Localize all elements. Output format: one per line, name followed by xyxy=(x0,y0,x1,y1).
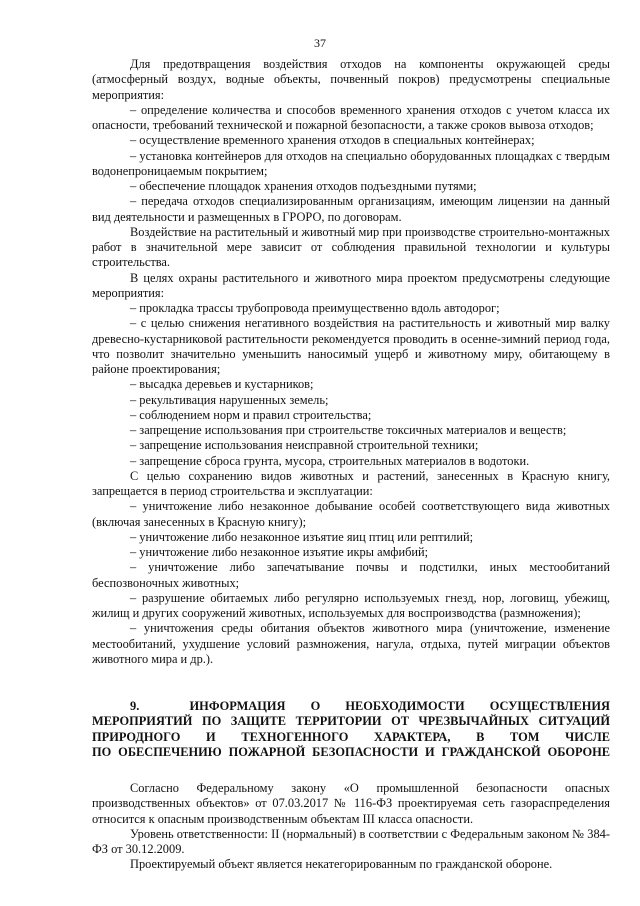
list-item: – с целью снижения негативного воздействия на растительность и животный мир валку древесно-кустарниковой растительности рекомендуется проводить в осенне-зимний период года, что позволит значительно уменьшить наносимый ущерб и животному миру, обитающему в районе проектирования; xyxy=(92,316,610,376)
list-item: – разрушение обитаемых либо регулярно используемых гнезд, нор, логовищ, убежищ, жилищ и других сооружений животных, используемых для воспроизводства (размножения); xyxy=(92,590,610,620)
list-item: – установка контейнеров для отходов на специально оборудованных площадках с твердым водонепроницаемым покрытием; xyxy=(92,148,610,178)
paragraph: В целях охраны растительного и животного мира проектом предусмотрены следующие мероприятия: xyxy=(92,270,610,300)
list-item: – уничтожение либо незаконное изъятие яиц птиц или рептилий; xyxy=(130,529,474,544)
list-item: – определение количества и способов временного хранения отходов с учетом класса их опасности, требований технической и пожарной безопасности, а также сроков вывоза отходов; xyxy=(92,102,610,132)
paragraph: Воздействие на растительный и животный мир при производстве строительно-монтажных работ в значительной мере зависит от соблюдения правильной технологии и культуры строительства. xyxy=(92,224,610,270)
page-number: 37 xyxy=(314,36,326,50)
paragraph: Уровень ответственности: II (нормальный) в соответствии с Федеральным законом № 384-ФЗ от 30.12.2009. xyxy=(92,826,610,856)
list-item: – передача отходов специализированным организациям, имеющим лицензии на данный вид деятельности и размещенных в ГРОРО, по договорам. xyxy=(92,194,610,224)
page-content xyxy=(92,57,610,873)
list-item: – запрещение использования неисправной строительной техники; xyxy=(130,438,479,453)
heading-line: ПРИРОДНОГО И ТЕХНОГЕННОГО ХАРАКТЕРА, В ТОМ ЧИСЛЕ xyxy=(92,729,610,744)
list-item: – осуществление временного хранения отходов в специальных контейнерах; xyxy=(130,133,535,148)
list-item: – соблюдением норм и правил строительства; xyxy=(130,407,372,422)
heading-line: 9. ИНФОРМАЦИЯ О НЕОБХОДИМОСТИ ОСУЩЕСТВЛЕНИЯ xyxy=(130,699,610,713)
list-item: – рекультивация нарушенных земель; xyxy=(130,392,329,407)
list-item: – уничтожение либо незаконное добывание особей соответствующего вида животных (включая занесенных в Красную книгу); xyxy=(92,499,610,529)
list-item: – обеспечение площадок хранения отходов подъездными путями; xyxy=(130,179,477,193)
paragraph: Для предотвращения воздействия отходов на компоненты окружающей среды (атмосферный воздух, водные объекты, почвенный покров) предусмотрены специальные мероприятия: xyxy=(92,57,610,102)
list-item: – прокладка трассы трубопровода преимущественно вдоль автодорог; xyxy=(130,301,500,315)
heading-line: ПО ОБЕСПЕЧЕНИЮ ПОЖАРНОЙ БЕЗОПАСНОСТИ И ГРАЖДАНСКОЙ ОБОРОНЕ xyxy=(92,744,610,759)
heading-line: МЕРОПРИЯТИЙ ПО ЗАЩИТЕ ТЕРРИТОРИИ ОТ ЧРЕЗВЫЧАЙНЫХ СИТУАЦИЙ xyxy=(92,714,610,729)
paragraph: С целью сохранению видов животных и растений, занесенных в Красную книгу, запрещается в период строительства и эксплуатации: xyxy=(92,468,610,498)
paragraph: Согласно Федеральному закону «О промышленной безопасности опасных производственных объектов» от 07.03.2017 № 116-ФЗ проектируемая сеть газораспределения относится к опасным производственным объектам III класса опасности. xyxy=(92,781,610,826)
list-item: – высадка деревьев и кустарников; xyxy=(130,377,314,392)
list-item: – уничтожение либо запечатывание почвы и подстилки, иных местообитаний беспозвоночных животных; xyxy=(92,560,610,590)
section-heading xyxy=(92,699,610,760)
list-item: – запрещение использования при строительстве токсичных материалов и веществ; xyxy=(130,423,567,437)
paragraph: Проектируемый объект является некатегорированным по гражданской обороне. xyxy=(130,857,553,872)
list-item: – уничтожения среды обитания объектов животного мира (уничтожение, изменение местообитаний, ухудшение условий размножения, нагула, отдыха, путей миграции объектов животного мира и др.). xyxy=(92,621,610,666)
list-item: – запрещение сброса грунта, мусора, строительных материалов в водотоки. xyxy=(130,453,530,468)
section-body xyxy=(92,781,610,873)
list-item: – уничтожение либо незаконное изъятие икры амфибий; xyxy=(130,545,429,559)
